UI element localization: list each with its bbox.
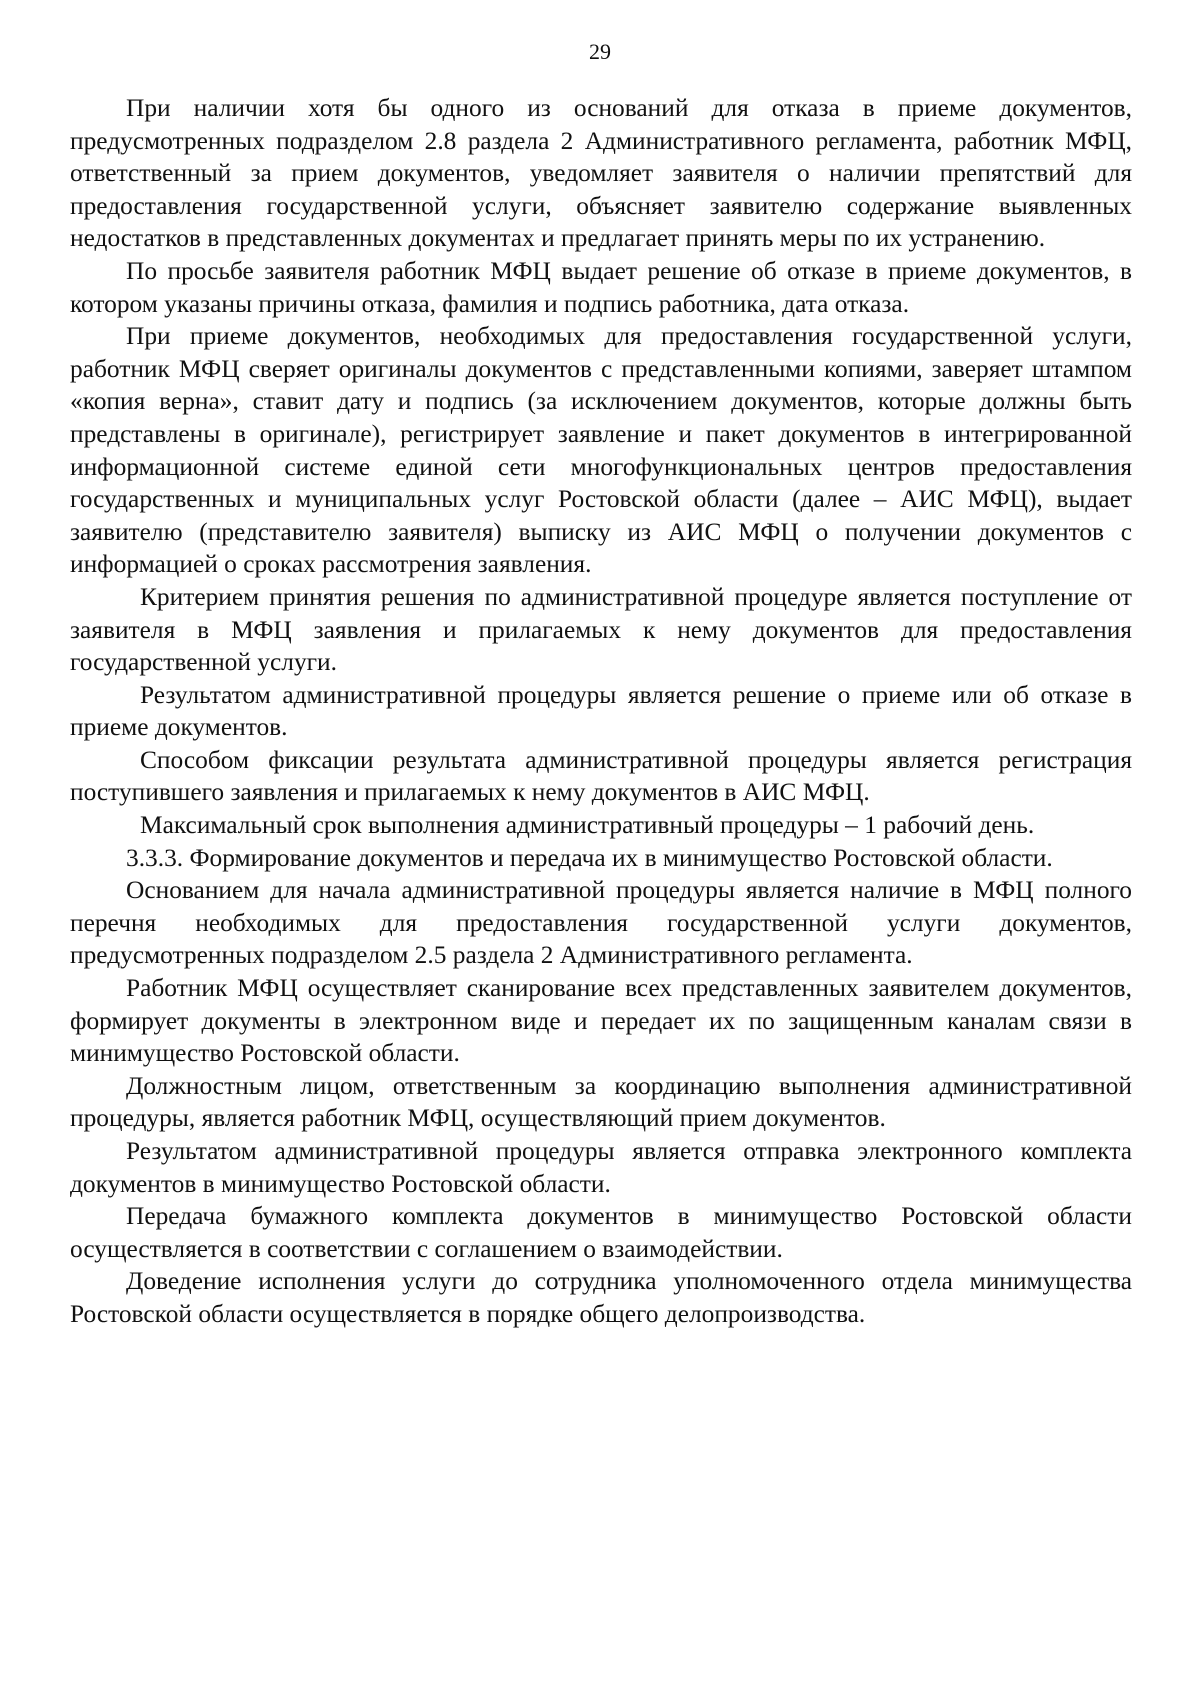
page-number: 29 bbox=[589, 39, 611, 64]
paragraph-electronic-result: Результатом административной процедуры является отправка электронного комплекта документов в минимущество Ростовской области. bbox=[70, 1137, 1132, 1198]
paragraph-refusal-grounds: При наличии хотя бы одного из оснований для отказа в приеме документов, предусмотренных подразделом 2.8 раздела 2 Административного регламента, работник МФЦ, ответственный за прием документов, уведомляет заявителя о наличии препятствий для предоставления государственной услуги, объясняет заявителю содержание выявленных недостатков в представленных документах и предлагает принять меры по их устранению. bbox=[70, 94, 1132, 253]
paragraph-responsible-official: Должностным лицом, ответственным за координацию выполнения административной процедуры, является работник МФЦ, осуществляющий прием документов. bbox=[70, 1071, 1132, 1133]
paragraph-result-fixation: Способом фиксации результата административной процедуры является регистрация поступившего заявления и прилагаемых к нему документов в АИС МФЦ. bbox=[70, 745, 1132, 807]
paragraph-refusal-decision: По просьбе заявителя работник МФЦ выдает решение об отказе в приеме документов, в котором указаны причины отказа, фамилия и подпись работника, дата отказа. bbox=[70, 256, 1132, 318]
document-body bbox=[70, 92, 1132, 1331]
section-heading-3-3-3: 3.3.3. Формирование документов и передача их в минимущество Ростовской области. bbox=[126, 843, 1053, 872]
paragraph-max-duration: Максимальный срок выполнения административный процедуры – 1 рабочий день. bbox=[140, 811, 1035, 840]
paragraph-procedure-result: Результатом административной процедуры является решение о приеме или об отказе в приеме документов. bbox=[70, 680, 1132, 742]
paragraph-procedure-basis: Основанием для начала административной процедуры является наличие в МФЦ полного перечня необходимых для предоставления государственной услуги документов, предусмотренных подразделом 2.5 раздела 2 Административного регламента. bbox=[70, 876, 1132, 970]
paragraph-document-reception: При приеме документов, необходимых для предоставления государственной услуги, работник МФЦ сверяет оригиналы документов с представленными копиями, заверяет штампом «копия верна», ставит дату и подпись (за исключением документов, которые должны быть представлены в оригинале), регистрирует заявление и пакет документов в интегрированной информационной системе единой сети многофункциональных центров предоставления государственных и муниципальных услуг Ростовской области (далее – АИС МФЦ), выдает заявителю (представителю заявителя) выписку из АИС МФЦ о получении документов с информацией о сроках рассмотрения заявления. bbox=[70, 322, 1132, 579]
paragraph-decision-criterion: Критерием принятия решения по административной процедуре является поступление от заявителя в МФЦ заявления и прилагаемых к нему документов для предоставления государственной услуги. bbox=[70, 582, 1132, 677]
paragraph-scanning: Работник МФЦ осуществляет сканирование всех представленных заявителем документов, формирует документы в электронном виде и передает их по защищенным каналам связи в минимущество Ростовской области. bbox=[70, 974, 1132, 1068]
paragraph-service-delivery: Доведение исполнения услуги до сотрудника уполномоченного отдела минимущества Ростовской области осуществляется в порядке общего делопроизводства. bbox=[70, 1267, 1132, 1328]
paragraph-paper-transfer: Передача бумажного комплекта документов в минимущество Ростовской области осуществляется в соответствии с соглашением о взаимодействии. bbox=[70, 1202, 1132, 1263]
